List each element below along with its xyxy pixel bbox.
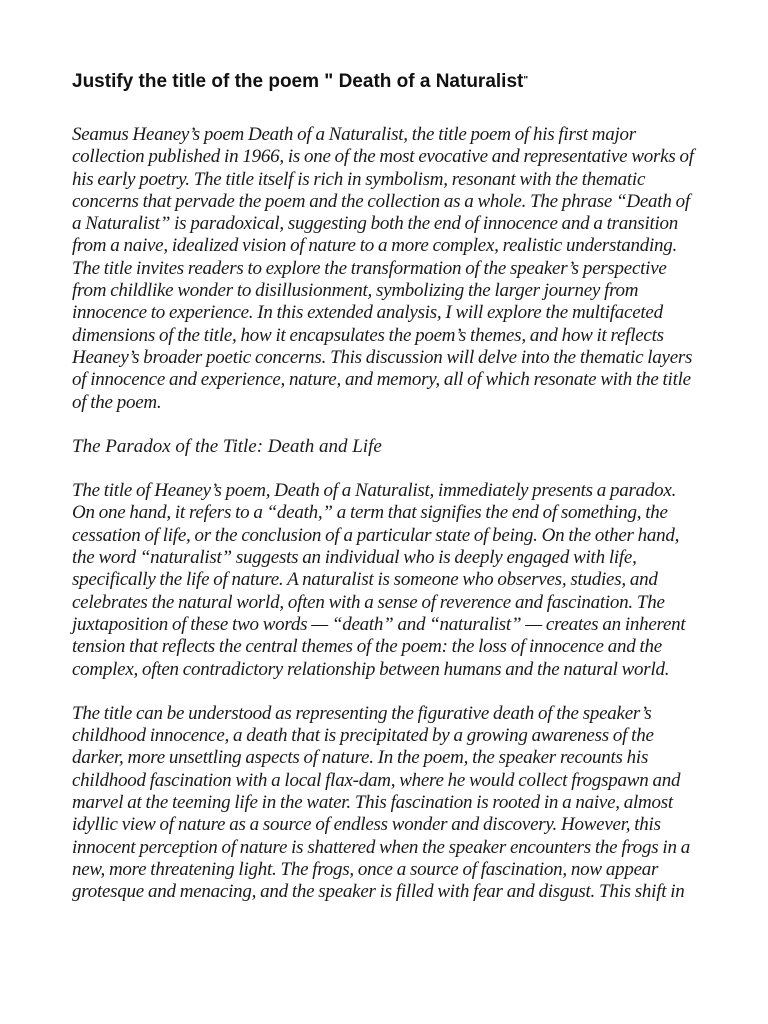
document-title: [72, 68, 696, 95]
title-text: Justify the title of the poem " Death of a Naturalist: [72, 71, 524, 92]
title-closing-quote: ": [523, 75, 529, 86]
paradox-paragraph: The title of Heaney’s poem, Death of a Naturalist, immediately presents a paradox. On one hand, it refers to a “death,” a term that signifies the end of something, the cessation of life, or the conclusion of a particular state of being. On the other hand, the word “naturalist” suggests an individual who is deeply engaged with life, specifically the life of nature. A naturalist is someone who observes, studies, and celebrates the natural world, often with a sense of reverence and fascination. The juxtaposition of these two words — “death” and “naturalist” — creates an inherent tension that reflects the central themes of the poem: the loss of innocence and the complex, often contradictory relationship between humans and the natural world.: [72, 480, 686, 680]
document-page: [72, 68, 696, 926]
section-subheading: The Paradox of the Title: Death and Life: [72, 435, 382, 457]
intro-paragraph: Seamus Heaney’s poem Death of a Naturalist, the title poem of his first major collection published in 1966, is one of the most evocative and representative works of his early poetry. The title itself is rich in symbolism, resonant with the thematic concerns that pervade the poem and the collection as a whole. The phrase “Death of a Naturalist” is paradoxical, suggesting both the end of innocence and a transition from a naive, idealized vision of nature to a more complex, realistic understanding. The title invites readers to explore the transformation of the speaker’s perspective from childlike wonder to disillusionment, symbolizing the larger journey from innocence to experience. In this extended analysis, I will explore the multifaceted dimensions of the title, how it encapsulates the poem’s themes, and how it reflects Heaney’s broader poetic concerns. This discussion will delve into the thematic layers of innocence and experience, nature, and memory, all of which resonate with the title of the poem.: [72, 124, 694, 413]
figurative-paragraph: The title can be understood as representing the figurative death of the speaker’s childhood innocence, a death that is precipitated by a growing awareness of the darker, more unsettling aspects of nature. In the poem, the speaker recounts his childhood fascination with a local flax-dam, where he would collect frogspawn and marvel at the teeming life in the water. This fascination is rooted in a naive, almost idyllic view of nature as a source of endless wonder and discovery. However, this innocent perception of nature is shattered when the speaker encounters the frogs in a new, more threatening light. The frogs, once a source of fascination, now appear grotesque and menacing, and the speaker is filled with fear and disgust. This shift in: [72, 702, 690, 903]
